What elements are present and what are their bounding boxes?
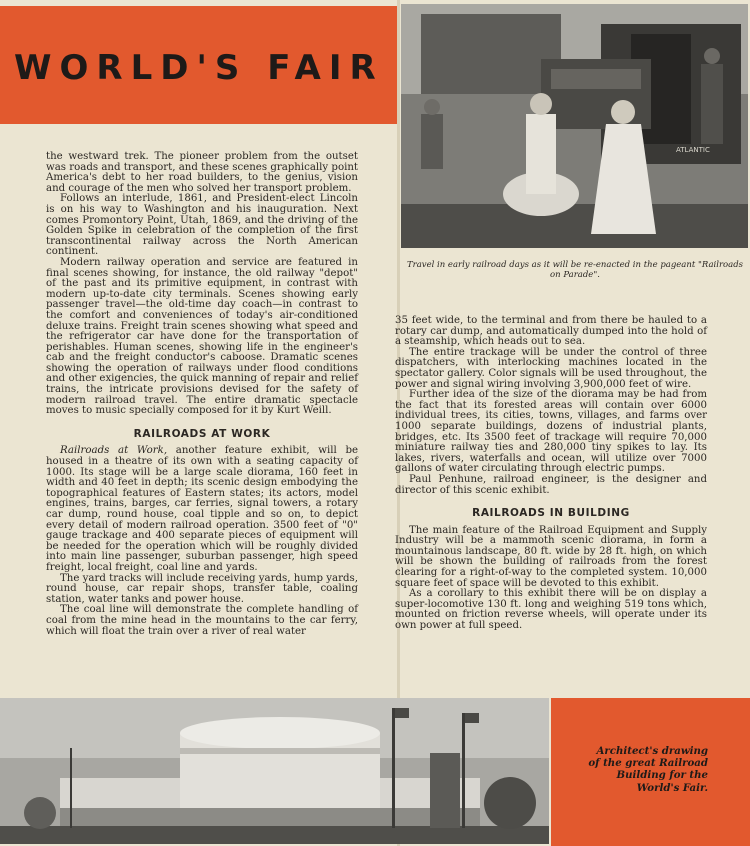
- pageant-photo: [401, 4, 748, 248]
- page-title: WORLD'S FAIR: [14, 48, 384, 88]
- pageant-photo-caption: Travel in early railroad days as it will be re-enacted in the pageant "Railroads on Parade".: [406, 260, 744, 280]
- body-paragraph: Follows an interlude, 1861, and President-elect Lincoln is on his way to Washington and his inauguration. Next comes Promontory Point, Utah, 1869, and the driving of the Golden Spike in celebration of the completion of the first transcontinental railway across the North American continent.: [46, 193, 358, 258]
- body-paragraph: The main feature of the Railroad Equipment and Supply Industry will be a mammoth scenic diorama, in form a mountainous landscape, 80 ft. wide by 28 ft. high, on which will be shown the building of railroads from the forest clearing for a right-of-way to the completed system. 10,000 square feet of space will be devoted to this exhibit.: [395, 524, 707, 589]
- section-heading-railroads-at-work: RAILROADS AT WORK: [133, 427, 271, 440]
- pageant-photo-illustration: [401, 4, 748, 248]
- railroad-building-caption: Architect's drawing of the great Railroad Building for the World's Fair.: [588, 745, 708, 794]
- railroad-building-illustration: [0, 698, 549, 844]
- left-text-column: [46, 152, 358, 637]
- body-text: another feature exhibit, will be housed in a theatre of its own with a seating capacity of 1000. Its stage will be a large scale diorama, 160 feet in width and 40 feet in depth; its scenic design embodying the topographical features of Eastern states; its actors, model engines, trains, barges, car ferries, signal towers, a rotary car dump, round house, coal tipple and so on, to depict every detail of modern railroad operation. 3500 feet of "0" gauge trackage and 400 separate pieces of equipment will be needed for the operation which will be roughly divided into main line passenger, suburban passenger, high speed freight, local freight, coal line and yards.: [46, 445, 358, 573]
- body-paragraph: [46, 446, 358, 573]
- railroad-building-drawing: [0, 698, 549, 844]
- body-paragraph: Modern railway operation and service are featured in final scenes showing, for instance, the old railway "depot" of the past and its primitive equipment, in contrast with modern up-to-date city terminals. Scenes showing early passenger travel—the old-time day coach—in contrast to the comfort and conveniences of today's air-conditioned deluxe trains. Freight train scenes showing what speed and the refrigerator car have done for the transportation of perishables. Human scenes, showing life in the engineer's cab and the freight conductor's caboose. Dramatic scenes showing the operation of railways under flood conditions and other exigencies, the quick manning of repair and relief trains, the intricate provisions devised for the safety of modern railroad travel. The entire dramatic spectacle moves to music specially composed for it by Kurt Weill.: [46, 256, 358, 417]
- right-text-column: [395, 316, 707, 632]
- header-band: [0, 6, 397, 124]
- body-paragraph: Further idea of the size of the diorama may be had from the fact that its forested areas will contain over 6000 individual trees, its cities, towns, villages, and farms over 1000 separate buildings, dozens of industrial plants, bridges, etc. Its 3500 feet of trackage will require 70,000 miniature railway ties and 280,000 tiny spikes to lay. Its lakes, rivers, waterfalls and ocean, will utilize over 7000 gallons of water circulating through electric pumps.: [395, 389, 707, 475]
- body-paragraph: As a corollary to this exhibit there will be on display a super-locomotive 130 ft. long and weighing 519 tons which, mounted on friction reverse wheels, will operate under its own power at full speed.: [395, 588, 707, 632]
- body-paragraph: 35 feet wide, to the terminal and from there be hauled to a rotary car dump, and automatically dumped into the hold of a steamship, which heads out to sea.: [395, 315, 707, 348]
- body-paragraph: the westward trek. The pioneer problem from the outset was roads and transport, and these scenes graphically point America's debt to her road builders, to the genius, vision and courage of the men who solved her transport problem.: [46, 151, 358, 194]
- tender-lettering: ATLANTIC: [676, 146, 710, 154]
- body-paragraph: Paul Penhune, railroad engineer, is the designer and director of this scenic exhibit.: [395, 473, 707, 496]
- section-heading-railroads-in-building: RAILROADS IN BUILDING: [472, 507, 630, 520]
- body-paragraph: The entire trackage will be under the control of three dispatchers, with interlocking machines located in the spectator gallery. Color signals will be used throughout, the power and signal wiring involving 3,900,000 feet of wire.: [395, 346, 707, 390]
- body-paragraph: The coal line will demonstrate the complete handling of coal from the mine head in the mountains to the car ferry, which will float the train over a river of real water: [46, 604, 358, 637]
- exhibit-title: Railroads at Work,: [60, 445, 168, 457]
- body-paragraph: The yard tracks will include receiving yards, hump yards, round house, car repair shops, transfer table, coaling station, water tanks and power house.: [46, 572, 358, 605]
